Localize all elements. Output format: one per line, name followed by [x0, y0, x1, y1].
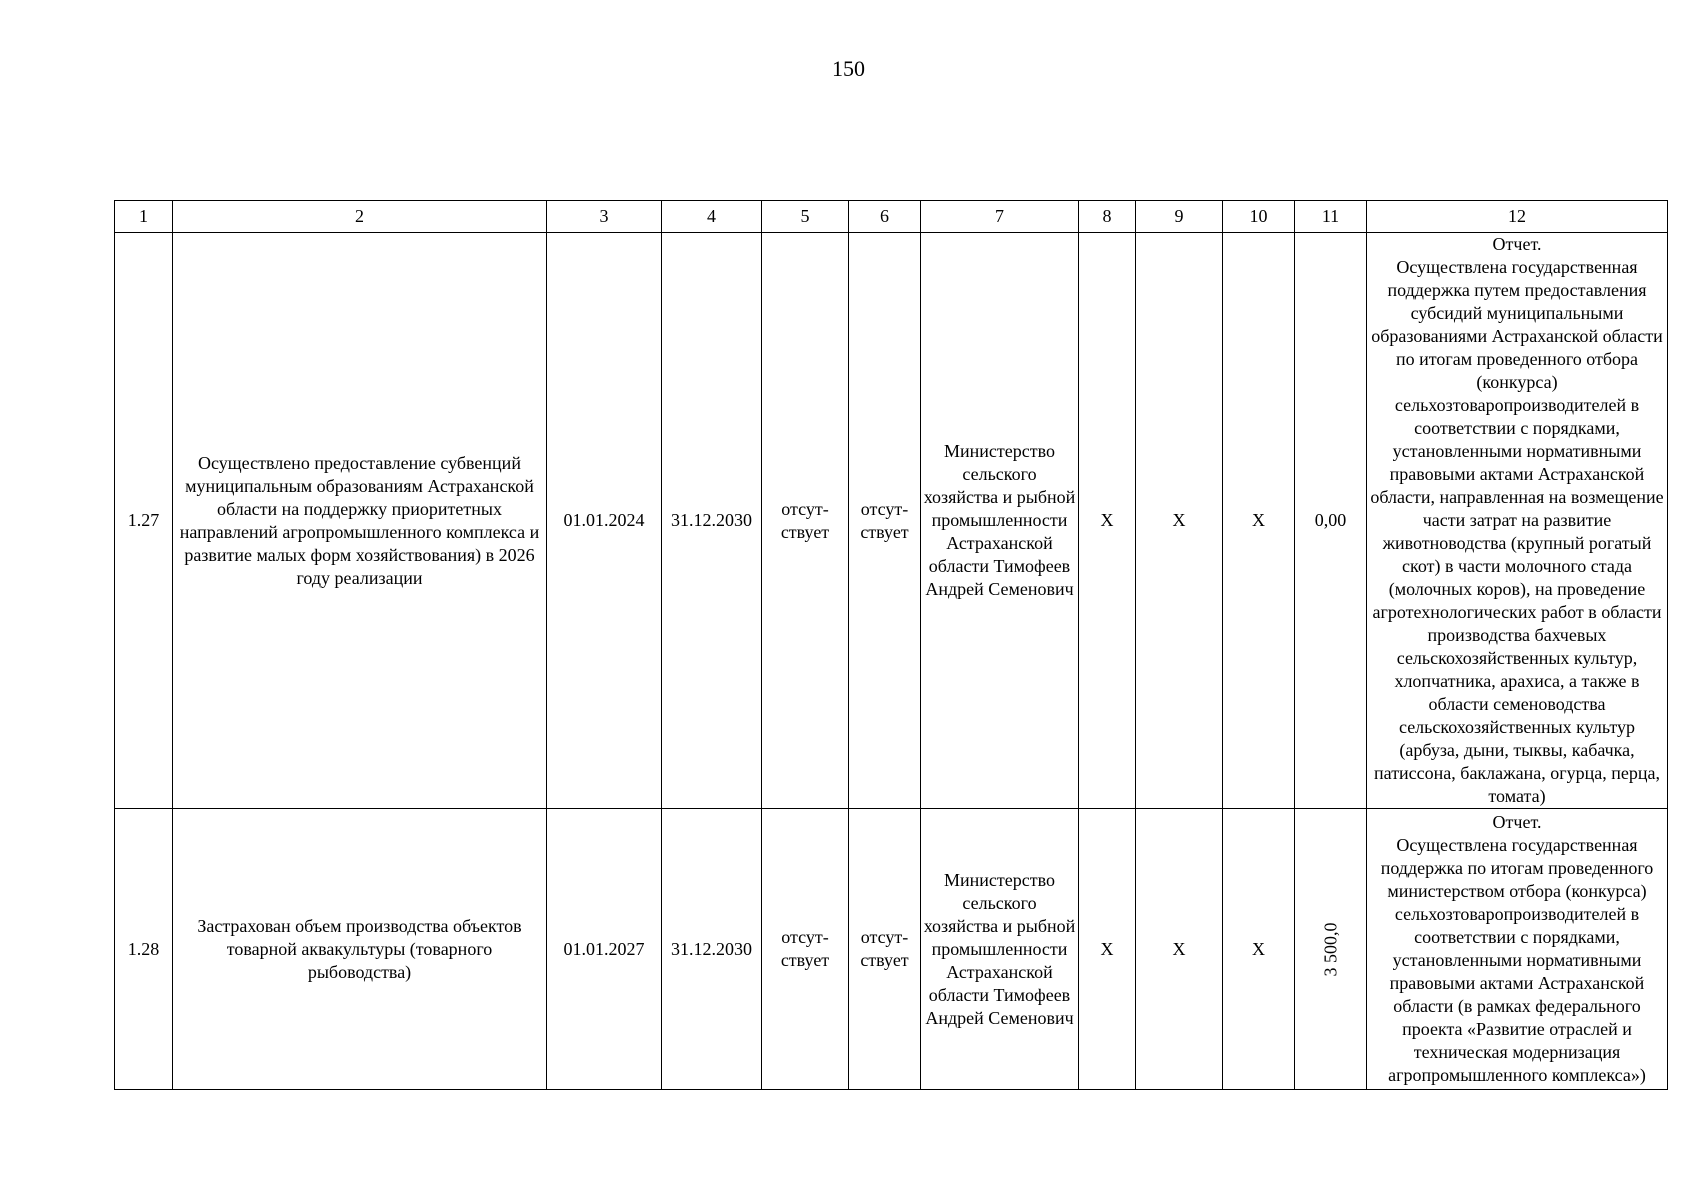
responsible: Министерство сельского хозяйства и рыбной промышленности Астраханской области Тимофеев Андрей Семенович [921, 809, 1079, 1090]
col11-cell [1295, 809, 1367, 1090]
start-date: 01.01.2024 [547, 233, 662, 809]
header-cell: 1 [115, 201, 173, 233]
header-cell: 2 [173, 201, 547, 233]
start-date: 01.01.2027 [547, 809, 662, 1090]
col9-value: Х [1136, 233, 1223, 809]
row-number: 1.27 [115, 233, 173, 809]
col8-value: Х [1079, 233, 1136, 809]
col6-value: отсут-ствует [849, 233, 921, 809]
col8-value: Х [1079, 809, 1136, 1090]
row-description: Застрахован объем производства объектов товарной аквакультуры (товарного рыбоводства) [173, 809, 547, 1090]
col11-value: 0,00 [1295, 233, 1367, 809]
header-cell: 8 [1079, 201, 1136, 233]
report-cell [1367, 233, 1668, 809]
col11-value: 3 500,0 [1320, 922, 1340, 976]
header-row [115, 201, 1668, 233]
col5-value: отсут-ствует [762, 809, 849, 1090]
header-cell: 12 [1367, 201, 1668, 233]
table-row [115, 809, 1668, 1090]
page-number: 150 [832, 56, 865, 81]
report-title: Отчет. [1492, 234, 1542, 254]
end-date: 31.12.2030 [662, 233, 762, 809]
col5-value: отсут-ствует [762, 233, 849, 809]
program-table [114, 200, 1668, 1090]
header-cell: 7 [921, 201, 1079, 233]
header-cell: 10 [1223, 201, 1295, 233]
header-cell: 5 [762, 201, 849, 233]
report-body: Осуществлена государственная поддержка по итогам проведенного министерством отбора (конкурса) сельхозтоваропроизводителей в соответствии с порядками, установленными нормативными правовыми актами Астраханской области (в рамках федерального проекта «Развитие отраслей и техническая модернизация агропромышленного комплекса») [1380, 835, 1654, 1085]
row-number: 1.28 [115, 809, 173, 1090]
end-date: 31.12.2030 [662, 809, 762, 1090]
row-description: Осуществлено предоставление субвенций муниципальным образованиям Астраханской области на поддержку приоритетных направлений агропромышленного комплекса и развитие малых форм хозяйствования) в 2026 году реализации [173, 233, 547, 809]
header-cell: 9 [1136, 201, 1223, 233]
report-cell [1367, 809, 1668, 1090]
header-cell: 6 [849, 201, 921, 233]
col10-value: Х [1223, 233, 1295, 809]
report-body: Осуществлена государственная поддержка путем предоставления субсидий муниципальными образованиями Астраханской области по итогам проведенного отбора (конкурса) сельхозтоваропроизводителей в соответствии с порядками, установленными нормативными правовыми актами Астраханской области, направленная на возмещение части затрат на развитие животноводства (крупный рогатый скот) в части молочного стада (молочных коров), на проведение агротехнологических работ в области производства бахчевых сельскохозяйственных культур, хлопчатника, арахиса, а также в области семеноводства сельскохозяйственных культур (арбуза, дыни, тыквы, кабачка, патиссона, баклажана, огурца, перца, томата) [1370, 257, 1664, 806]
header-cell: 11 [1295, 201, 1367, 233]
report-title: Отчет. [1492, 812, 1542, 832]
header-cell: 3 [547, 201, 662, 233]
table-row [115, 233, 1668, 809]
col6-value: отсут-ствует [849, 809, 921, 1090]
header-cell: 4 [662, 201, 762, 233]
col10-value: Х [1223, 809, 1295, 1090]
responsible: Министерство сельского хозяйства и рыбной промышленности Астраханской области Тимофеев Андрей Семенович [921, 233, 1079, 809]
col9-value: Х [1136, 809, 1223, 1090]
